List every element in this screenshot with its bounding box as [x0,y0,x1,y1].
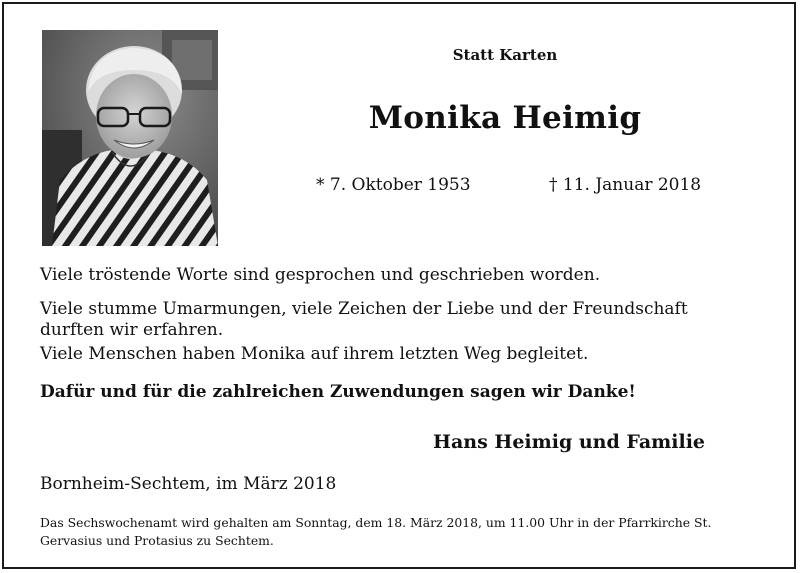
portrait-photo-icon [42,30,218,246]
pre-title: Statt Karten [452,46,558,64]
text-line-2: Viele stumme Umarmungen, viele Zeichen der Liebe und der Freundschaft durften wir erfahren. [40,299,688,340]
signature: Hans Heimig und Familie [433,431,706,453]
deceased-name: Monika Heimig [368,100,642,136]
text-line-1: Viele tröstende Worte sind gesprochen und geschrieben worden. [40,265,601,285]
mass-notice: Das Sechswochenamt wird gehalten am Sonntag, dem 18. März 2018, um 11.00 Uhr in der Pfarrkirche St. Gervasius und Protasius zu Sechtem. [40,515,712,548]
portrait-photo [42,30,218,246]
birth-date: * 7. Oktober 1953 [316,175,471,195]
place-date: Bornheim-Sechtem, im März 2018 [40,474,337,494]
death-date: † 11. Januar 2018 [549,175,702,195]
text-line-3: Viele Menschen haben Monika auf ihrem letzten Weg begleitet. [40,344,589,364]
thanks-line: Dafür und für die zahlreichen Zuwendungen sagen wir Danke! [40,382,636,402]
